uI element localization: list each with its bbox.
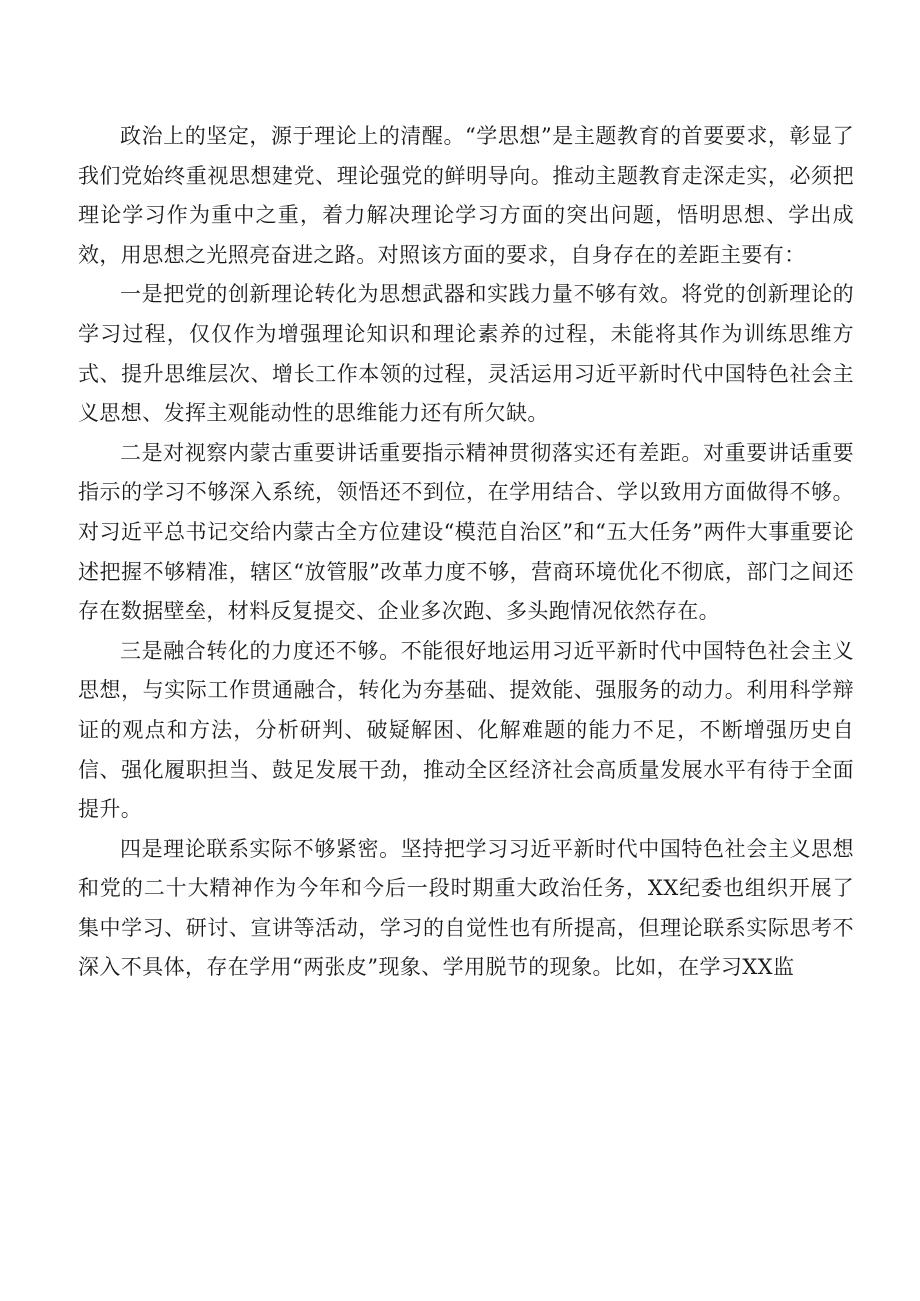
- paragraph-point-four: 四是理论联系实际不够紧密。坚持把学习习近平新时代中国特色社会主义思想和党的二十大精神作为今年和今后一段时期重大政治任务，XX纪委也组织开展了集中学习、研讨、宣讲等活动，学习的自觉性也有所提高，但理论联系实际思考不深入不具体，存在学用“两张皮”现象、学用脱节的现象。比如，在学习XX监: [78, 836, 854, 980]
- document-body: [78, 117, 854, 988]
- paragraph-point-three: 三是融合转化的力度还不够。不能很好地运用习近平新时代中国特色社会主义思想，与实际工作贯通融合，转化为夯基础、提效能、强服务的动力。利用科学辩证的观点和方法，分析研判、破疑解困、化解难题的能力不足，不断增强历史自信、强化履职担当、鼓足发展干劲，推动全区经济社会高质量发展水平有待于全面提升。: [78, 638, 854, 822]
- paragraph-point-one: 一是把党的创新理论转化为思想武器和实践力量不够有效。将党的创新理论的学习过程，仅仅作为增强理论知识和理论素养的过程，未能将其作为训练思维方式、提升思维层次、增长工作本领的过程，灵活运用习近平新时代中国特色社会主义思想、发挥主观能动性的思维能力还有所欠缺。: [78, 282, 854, 426]
- paragraph-point-two: 二是对视察内蒙古重要讲话重要指示精神贯彻落实还有差距。对重要讲话重要指示的学习不够深入系统，领悟还不到位，在学用结合、学以致用方面做得不够。对习近平总书记交给内蒙古全方位建设“模范自治区”和“五大任务”两件大事重要论述把握不够精准，辖区“放管服”改革力度不够，营商环境优化不彻底，部门之间还存在数据壁垒，材料反复提交、企业多次跑、多头跑情况依然存在。: [78, 440, 854, 624]
- paragraph-intro: 政治上的坚定，源于理论上的清醒。“学思想”是主题教育的首要要求，彰显了我们党始终重视思想建党、理论强党的鲜明导向。推动主题教育走深走实，必须把理论学习作为重中之重，着力解决理论学习方面的突出问题，悟明思想、学出成效，用思想之光照亮奋进之路。对照该方面的要求，自身存在的差距主要有：: [78, 124, 854, 267]
